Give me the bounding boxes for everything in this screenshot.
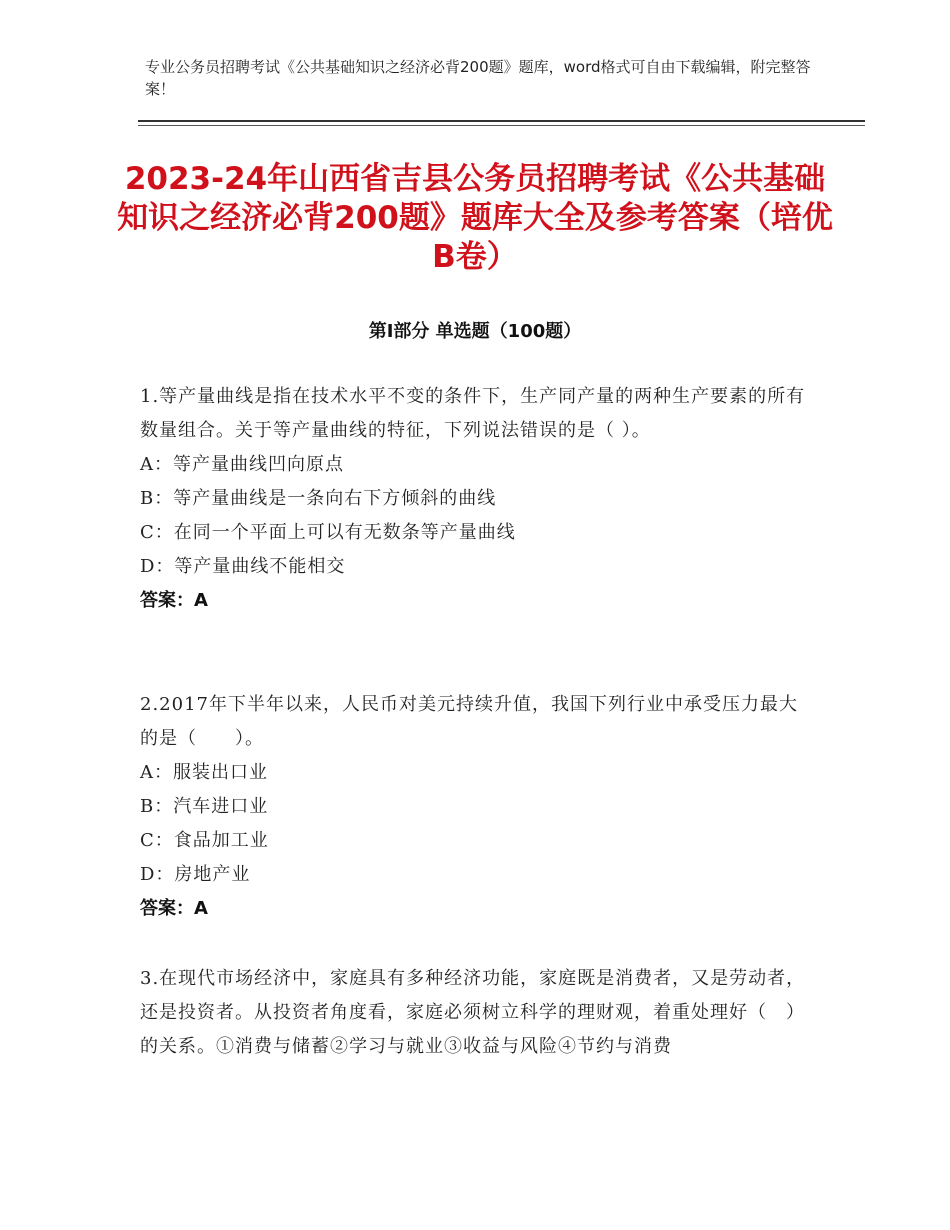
question-text: 3.在现代市场经济中，家庭具有多种经济功能，家庭既是消费者，又是劳动者，还是投资者。从投资者角度看，家庭必须树立科学的理财观，着重处理好（ ）的关系。①消费与储蓄②学习与就业③收益与风险④节约与消费 (140, 968, 806, 1057)
option-a: A：等产量曲线凹向原点 (140, 454, 344, 475)
header-rule-thick (138, 120, 865, 122)
section-title: 第I部分 单选题（100题） (368, 321, 582, 342)
option-a: A：服装出口业 (140, 762, 268, 783)
option-b: B：等产量曲线是一条向右下方倾斜的曲线 (140, 488, 497, 509)
option-b: B：汽车进口业 (140, 796, 269, 817)
question-3 (140, 962, 815, 1064)
option-d: D：房地产业 (140, 864, 251, 885)
option-c: C：在同一个平面上可以有无数条等产量曲线 (140, 522, 516, 543)
question-1 (140, 380, 815, 618)
document-title: 2023-24年山西省吉县公务员招聘考试《公共基础知识之经济必背200题》题库大全及参考答案（培优B卷） (117, 161, 833, 275)
question-text: 2.2017年下半年以来，人民币对美元持续升值，我国下列行业中承受压力最大的是（ ）。 (140, 694, 798, 749)
answer: 答案：A (140, 898, 208, 919)
question-text: 1.等产量曲线是指在技术水平不变的条件下，生产同产量的两种生产要素的所有数量组合。关于等产量曲线的特征，下列说法错误的是（ ）。 (140, 386, 806, 441)
answer: 答案：A (140, 590, 208, 611)
question-2 (140, 688, 815, 926)
header-note: 专业公务员招聘考试《公共基础知识之经济必背200题》题库，word格式可自由下载编辑，附完整答案！ (145, 58, 811, 98)
header-rule-thin (138, 125, 865, 126)
option-c: C：食品加工业 (140, 830, 269, 851)
option-d: D：等产量曲线不能相交 (140, 556, 346, 577)
